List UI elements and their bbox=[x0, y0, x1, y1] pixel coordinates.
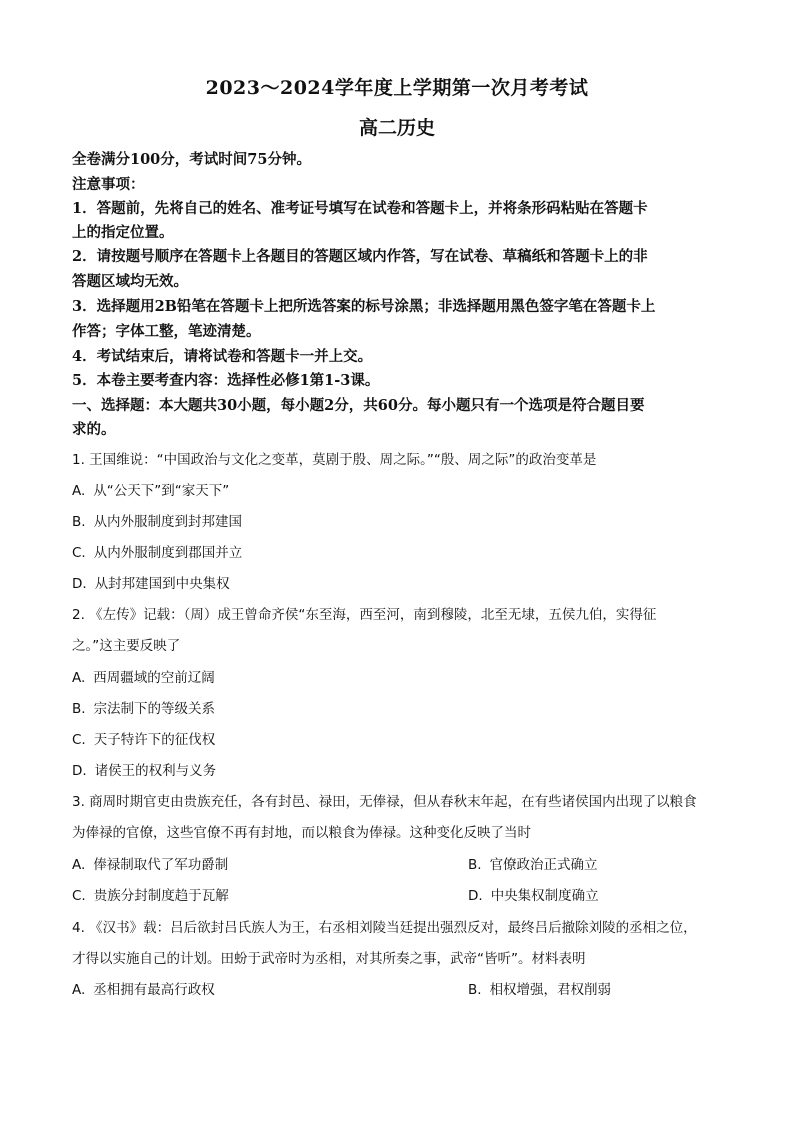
section-heading: 一、选择题：本大题共30小题，每小题2分，共60分。每小题只有一个选项是符合题目要 bbox=[72, 397, 645, 414]
option-label: B. bbox=[72, 701, 86, 717]
option-label: B. bbox=[72, 514, 86, 530]
option-d bbox=[72, 759, 732, 779]
option-label: C. bbox=[72, 732, 86, 748]
option-text: 宗法制下的等级关系 bbox=[93, 701, 216, 717]
notice-title: 注意事项： bbox=[72, 176, 145, 193]
question-stem: 3. 商周时期官吏由贵族充任，各有封邑、禄田，无俸禄，但从春秋末年起，在有些诸侯国内出现了以粮食 bbox=[72, 794, 697, 810]
option-b bbox=[468, 853, 598, 873]
option-label: C. bbox=[72, 545, 86, 561]
question-stem: 为俸禄的官僚，这些官僚不再有封地，而以粮食为俸禄。这种变化反映了当时 bbox=[72, 825, 531, 841]
option-text: 丞相拥有最高行政权 bbox=[93, 982, 215, 998]
option-label: A. bbox=[72, 857, 86, 873]
option-d bbox=[72, 572, 732, 592]
option-text: 官僚政治正式确立 bbox=[489, 857, 598, 873]
option-text: 天子特许下的征伐权 bbox=[93, 732, 216, 748]
option-text: 从封邦建国到中央集权 bbox=[94, 576, 230, 592]
question-stem: 才得以实施自己的计划。田蚡于武帝时为丞相，对其所奏之事，武帝“皆听”。材料表明 bbox=[72, 951, 586, 967]
option-text: 西周疆域的空前辽阔 bbox=[93, 670, 215, 686]
option-label: B. bbox=[468, 857, 482, 873]
option-c bbox=[72, 888, 229, 904]
option-text: 俸禄制取代了军功爵制 bbox=[93, 857, 229, 873]
question-stem: 1. 王国维说：“中国政治与文化之变革，莫剧于殷、周之际。”“殷、周之际”的政治变革是 bbox=[72, 452, 597, 468]
option-label: A. bbox=[72, 670, 86, 686]
option-label: A. bbox=[72, 982, 86, 998]
option-d bbox=[468, 884, 599, 904]
option-label: D. bbox=[72, 763, 87, 779]
option-text: 贵族分封制度趋于瓦解 bbox=[93, 888, 229, 904]
option-b bbox=[72, 510, 732, 530]
question-stem: 2. 《左传》记载：（周）成王曾命齐侯“东至海，西至河，南到穆陵，北至无埭，五侯九伯，实得征 bbox=[72, 607, 657, 623]
option-a bbox=[72, 857, 228, 873]
option-row bbox=[72, 978, 732, 998]
section-heading: 求的。 bbox=[72, 421, 116, 438]
option-label: C. bbox=[72, 888, 86, 904]
notice-line: 5．本卷主要考查内容：选择性必修1第1-3课。 bbox=[72, 372, 380, 389]
option-a bbox=[72, 982, 215, 998]
option-label: A. bbox=[72, 483, 86, 499]
option-c bbox=[72, 541, 732, 561]
option-row bbox=[72, 884, 732, 904]
notice-line: 1．答题前，先将自己的姓名、准考证号填写在试卷和答题卡上，并将条形码粘贴在答题卡 bbox=[72, 200, 648, 217]
question-stem: 之。”这主要反映了 bbox=[72, 638, 181, 654]
option-b bbox=[468, 978, 611, 998]
option-a bbox=[72, 479, 732, 499]
notice-line: 2．请按题号顺序在答题卡上各题目的答题区域内作答，写在试卷、草稿纸和答题卡上的非 bbox=[72, 248, 648, 265]
notice-line: 3．选择题用2B铅笔在答题卡上把所选答案的标号涂黑；非选择题用黑色签字笔在答题卡上 bbox=[72, 298, 656, 315]
option-label: B. bbox=[468, 982, 482, 998]
question-stem: 4. 《汉书》载：吕后欲封吕氏族人为王，右丞相刘陵当廷提出强烈反对，最终吕后撤除刘陵的丞相之位， bbox=[72, 920, 697, 936]
option-text: 从内外服制度到封邦建国 bbox=[93, 514, 243, 530]
option-label: D. bbox=[468, 888, 483, 904]
option-text: 诸侯王的权利与义务 bbox=[94, 763, 217, 779]
option-c bbox=[72, 728, 732, 748]
notice-line: 4．考试结束后，请将试卷和答题卡一并上交。 bbox=[72, 348, 373, 365]
option-row bbox=[72, 853, 732, 873]
option-b bbox=[72, 697, 732, 717]
notice-line: 答题区域均无效。 bbox=[72, 273, 188, 290]
score-line: 全卷满分100分，考试时间75分钟。 bbox=[72, 151, 311, 168]
option-a bbox=[72, 666, 732, 686]
notice-line: 上的指定位置。 bbox=[72, 224, 174, 241]
option-text: 相权增强，君权削弱 bbox=[489, 982, 612, 998]
option-label: D. bbox=[72, 576, 87, 592]
option-text: 从“公天下”到“家天下” bbox=[93, 483, 230, 499]
option-text: 中央集权制度确立 bbox=[490, 888, 599, 904]
exam-subject: 高二历史 bbox=[358, 117, 435, 139]
notice-line: 作答；字体工整，笔迹清楚。 bbox=[72, 323, 261, 340]
option-text: 从内外服制度到郡国并立 bbox=[93, 545, 243, 561]
exam-title: 2023～2024学年度上学期第一次月考考试 bbox=[205, 77, 589, 99]
